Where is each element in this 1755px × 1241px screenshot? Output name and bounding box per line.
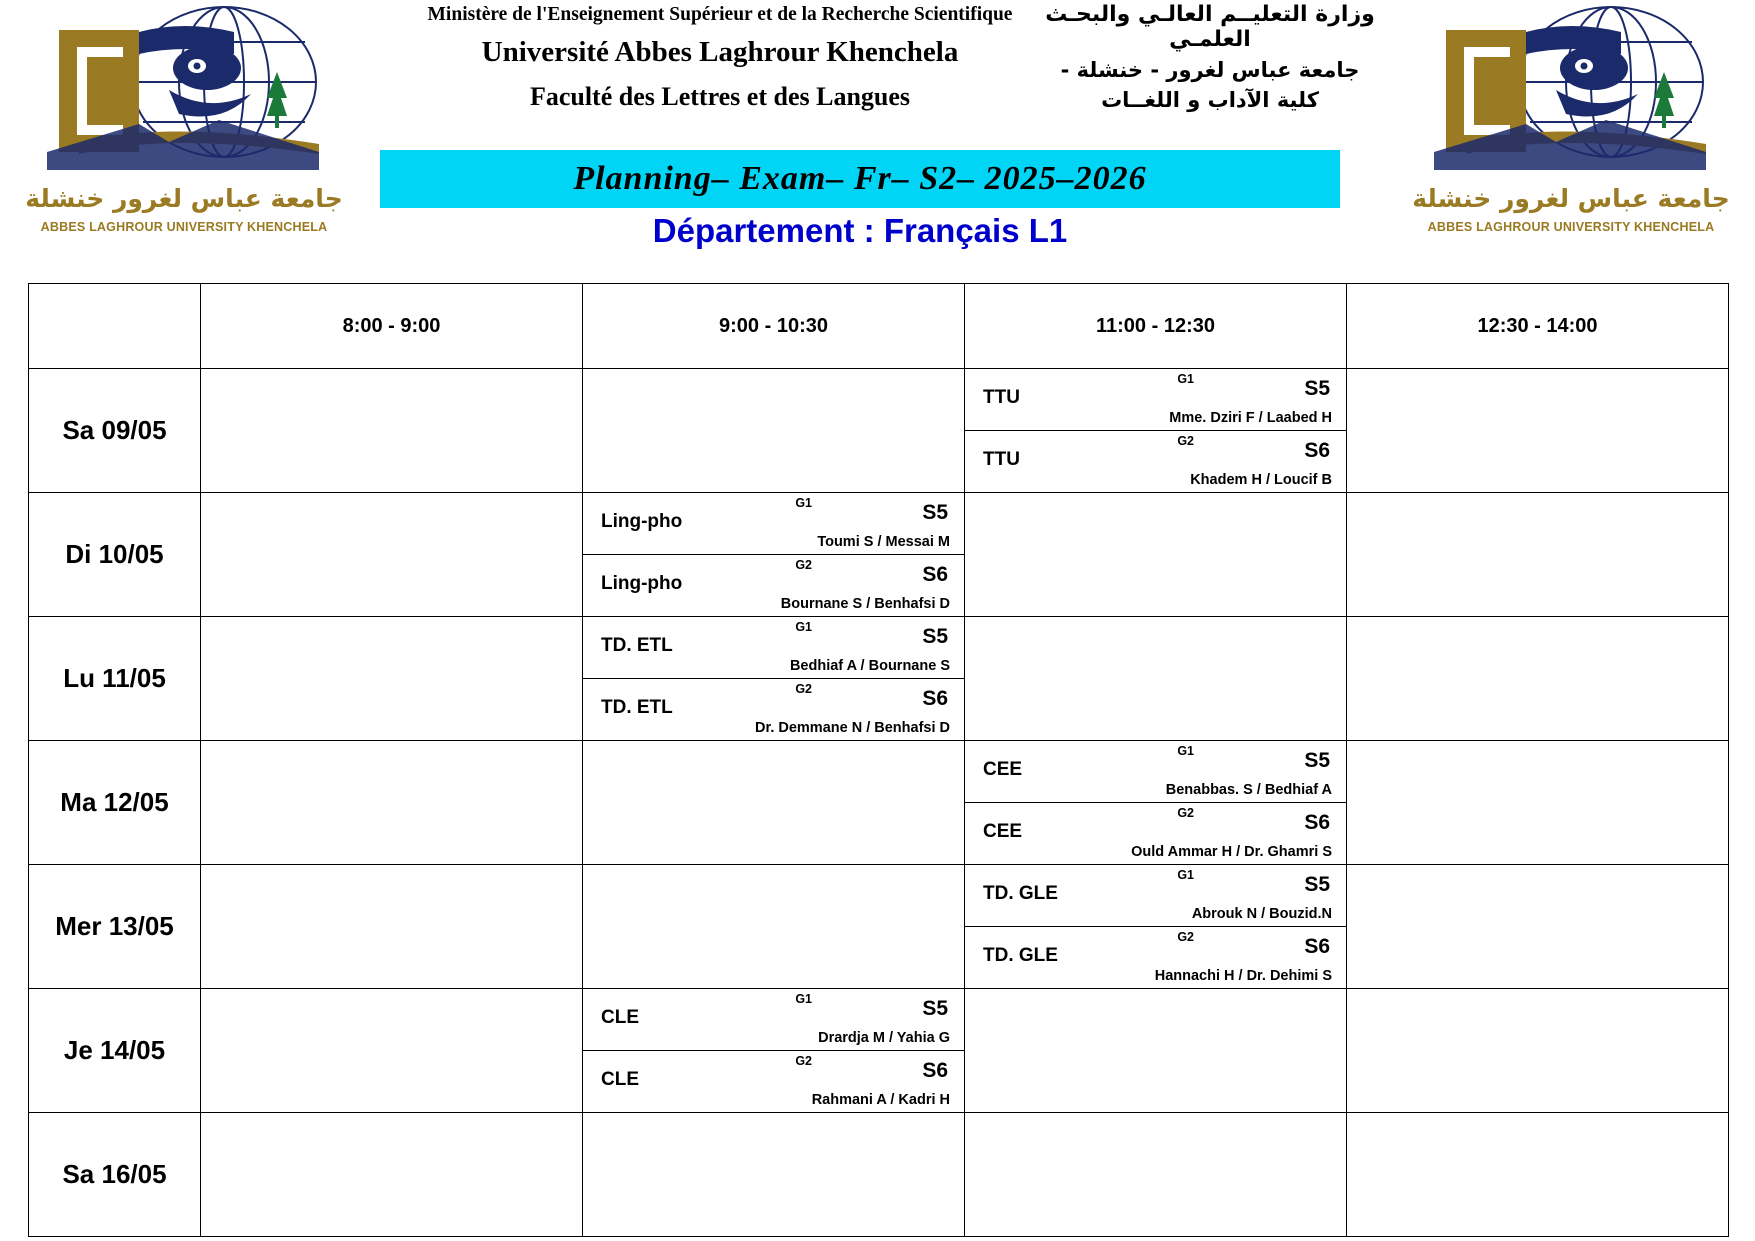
logo-english-text-left: ABBES LAGHROUR UNIVERSITY KHENCHELA xyxy=(40,220,328,234)
day-label: Lu 11/05 xyxy=(29,617,201,741)
cell-empty xyxy=(201,493,583,617)
university-logo-left xyxy=(4,2,364,250)
logo-arabic-text-left: جامعة عباس لغرور خنشلة xyxy=(25,184,343,213)
exam-teachers: Mme. Dziri F / Laabed H xyxy=(1169,410,1332,426)
cell-empty xyxy=(201,617,583,741)
exam-room: S6 xyxy=(922,687,948,710)
exam-teachers: Hannachi H / Dr. Dehimi S xyxy=(1154,968,1332,984)
header-center-block xyxy=(380,0,1375,252)
cell-empty xyxy=(1347,865,1729,989)
table-row xyxy=(29,1113,1729,1237)
exam-group: G1 xyxy=(795,496,812,510)
page-header xyxy=(0,0,1755,252)
exam-group: G2 xyxy=(795,1054,812,1068)
table-row xyxy=(29,865,1729,989)
day-label: Sa 09/05 xyxy=(29,369,201,493)
arabic-faculty-line: كلية الآداب و اللغــات xyxy=(1101,88,1319,112)
arabic-ministry-line: وزارة التعليــم العالـي والبحـث العلمـي xyxy=(1045,2,1375,52)
exam-teachers: Dr. Demmane N / Benhafsi D xyxy=(755,720,950,736)
cell-exams xyxy=(965,865,1347,989)
university-logo-right xyxy=(1391,2,1751,250)
exam-teachers: Drardja M / Yahia G xyxy=(818,1030,950,1046)
cell-empty xyxy=(201,989,583,1113)
exam-entry xyxy=(583,989,964,1050)
exam-group: G2 xyxy=(1177,930,1194,944)
exam-module: TD. GLE xyxy=(983,883,1058,904)
exam-group: G1 xyxy=(1177,372,1194,386)
exam-group: G2 xyxy=(795,682,812,696)
exam-room: S5 xyxy=(922,997,948,1020)
exam-module: CEE xyxy=(983,759,1023,780)
exam-room: S5 xyxy=(1304,873,1330,896)
exam-teachers: Bedhiaf A / Bournane S xyxy=(789,658,950,674)
exam-group: G1 xyxy=(795,992,812,1006)
cell-exams xyxy=(965,369,1347,493)
exam-teachers: Khadem H / Loucif B xyxy=(1190,472,1332,488)
table-row xyxy=(29,369,1729,493)
exam-entry xyxy=(965,369,1346,430)
column-header-day xyxy=(29,284,201,369)
exam-teachers: Abrouk N / Bouzid.N xyxy=(1191,906,1332,922)
exam-entry xyxy=(583,493,964,554)
cell-exams xyxy=(583,617,965,741)
cell-empty xyxy=(965,493,1347,617)
column-header-slot1: 8:00 - 9:00 xyxy=(201,284,583,369)
department-title: Département : Français L1 xyxy=(652,212,1068,249)
exam-room: S6 xyxy=(1304,935,1330,958)
cell-empty xyxy=(201,369,583,493)
exam-module: Ling-pho xyxy=(601,573,683,594)
exam-group: G1 xyxy=(1177,744,1194,758)
day-label: Je 14/05 xyxy=(29,989,201,1113)
exam-module: CLE xyxy=(601,1007,639,1028)
cell-empty xyxy=(201,865,583,989)
day-label: Sa 16/05 xyxy=(29,1113,201,1237)
exam-group: G1 xyxy=(795,620,812,634)
university-emblem-icon xyxy=(19,2,349,192)
table-row xyxy=(29,741,1729,865)
exam-teachers: Bournane S / Benhafsi D xyxy=(780,596,950,612)
exam-room: S5 xyxy=(1304,749,1330,772)
cell-empty xyxy=(201,1113,583,1237)
ministry-line: Ministère de l'Enseignement Supérieur et de la Recherche Scientifique xyxy=(427,4,1013,25)
cell-empty xyxy=(1347,741,1729,865)
exam-room: S6 xyxy=(922,1059,948,1082)
exam-module: TTU xyxy=(983,449,1020,470)
exam-teachers: Benabbas. S / Bedhiaf A xyxy=(1165,782,1332,798)
exam-room: S6 xyxy=(922,563,948,586)
exam-entry xyxy=(583,617,964,678)
exam-entry xyxy=(583,555,964,616)
exam-schedule-table xyxy=(28,283,1729,1237)
exam-group: G1 xyxy=(1177,868,1194,882)
exam-teachers: Rahmani A / Kadri H xyxy=(811,1092,950,1108)
day-label: Ma 12/05 xyxy=(29,741,201,865)
exam-entry xyxy=(965,803,1346,864)
exam-module: CLE xyxy=(601,1069,639,1090)
exam-module: TD. GLE xyxy=(983,945,1058,966)
cell-empty xyxy=(583,1113,965,1237)
exam-room: S5 xyxy=(1304,377,1330,400)
cell-empty xyxy=(965,1113,1347,1237)
exam-module: CEE xyxy=(983,821,1023,842)
exam-group: G2 xyxy=(1177,806,1194,820)
cell-exams xyxy=(965,741,1347,865)
cell-exams xyxy=(583,989,965,1113)
logo-english-text-right: ABBES LAGHROUR UNIVERSITY KHENCHELA xyxy=(1427,220,1715,234)
exam-module: Ling-pho xyxy=(601,511,683,532)
exam-module: TTU xyxy=(983,387,1020,408)
exam-entry xyxy=(965,865,1346,926)
exam-module: TD. ETL xyxy=(601,697,673,718)
cell-empty xyxy=(583,369,965,493)
exam-teachers: Ould Ammar H / Dr. Ghamri S xyxy=(1131,844,1332,860)
cell-empty xyxy=(1347,493,1729,617)
table-row xyxy=(29,617,1729,741)
day-label: Mer 13/05 xyxy=(29,865,201,989)
column-header-slot2: 9:00 - 10:30 xyxy=(583,284,965,369)
cell-empty xyxy=(583,741,965,865)
table-row xyxy=(29,989,1729,1113)
column-header-slot3: 11:00 - 12:30 xyxy=(965,284,1347,369)
exam-group: G2 xyxy=(1177,434,1194,448)
cell-empty xyxy=(201,741,583,865)
exam-group: G2 xyxy=(795,558,812,572)
day-label: Di 10/05 xyxy=(29,493,201,617)
logo-arabic-text-right: جامعة عباس لغرور خنشلة xyxy=(1412,184,1730,213)
cell-empty xyxy=(583,865,965,989)
table-header-row xyxy=(29,284,1729,369)
cell-empty xyxy=(1347,989,1729,1113)
faculty-line: Faculté des Lettres et des Langues xyxy=(529,82,911,111)
cell-exams xyxy=(583,493,965,617)
exam-entry xyxy=(965,431,1346,492)
planning-banner-text: Planning– Exam– Fr– S2– 2025–2026 xyxy=(573,160,1147,197)
exam-room: S5 xyxy=(922,625,948,648)
cell-empty xyxy=(1347,369,1729,493)
arabic-header-block xyxy=(1045,2,1375,112)
exam-module: TD. ETL xyxy=(601,635,673,656)
exam-room: S6 xyxy=(1304,811,1330,834)
cell-empty xyxy=(965,989,1347,1113)
exam-entry xyxy=(583,679,964,740)
planning-banner xyxy=(380,150,1340,208)
exam-entry xyxy=(965,927,1346,988)
university-line: Université Abbes Laghrour Khenchela xyxy=(481,36,959,68)
column-header-slot4: 12:30 - 14:00 xyxy=(1347,284,1729,369)
university-emblem-icon-right xyxy=(1406,2,1736,192)
exam-teachers: Toumi S / Messai M xyxy=(817,534,950,550)
exam-entry xyxy=(965,741,1346,802)
arabic-university-line: جامعة عباس لغرور - خنشلة - xyxy=(1060,58,1360,82)
cell-empty xyxy=(1347,1113,1729,1237)
exam-room: S5 xyxy=(922,501,948,524)
exam-entry xyxy=(583,1051,964,1112)
cell-empty xyxy=(1347,617,1729,741)
exam-room: S6 xyxy=(1304,439,1330,462)
cell-empty xyxy=(965,617,1347,741)
table-row xyxy=(29,493,1729,617)
